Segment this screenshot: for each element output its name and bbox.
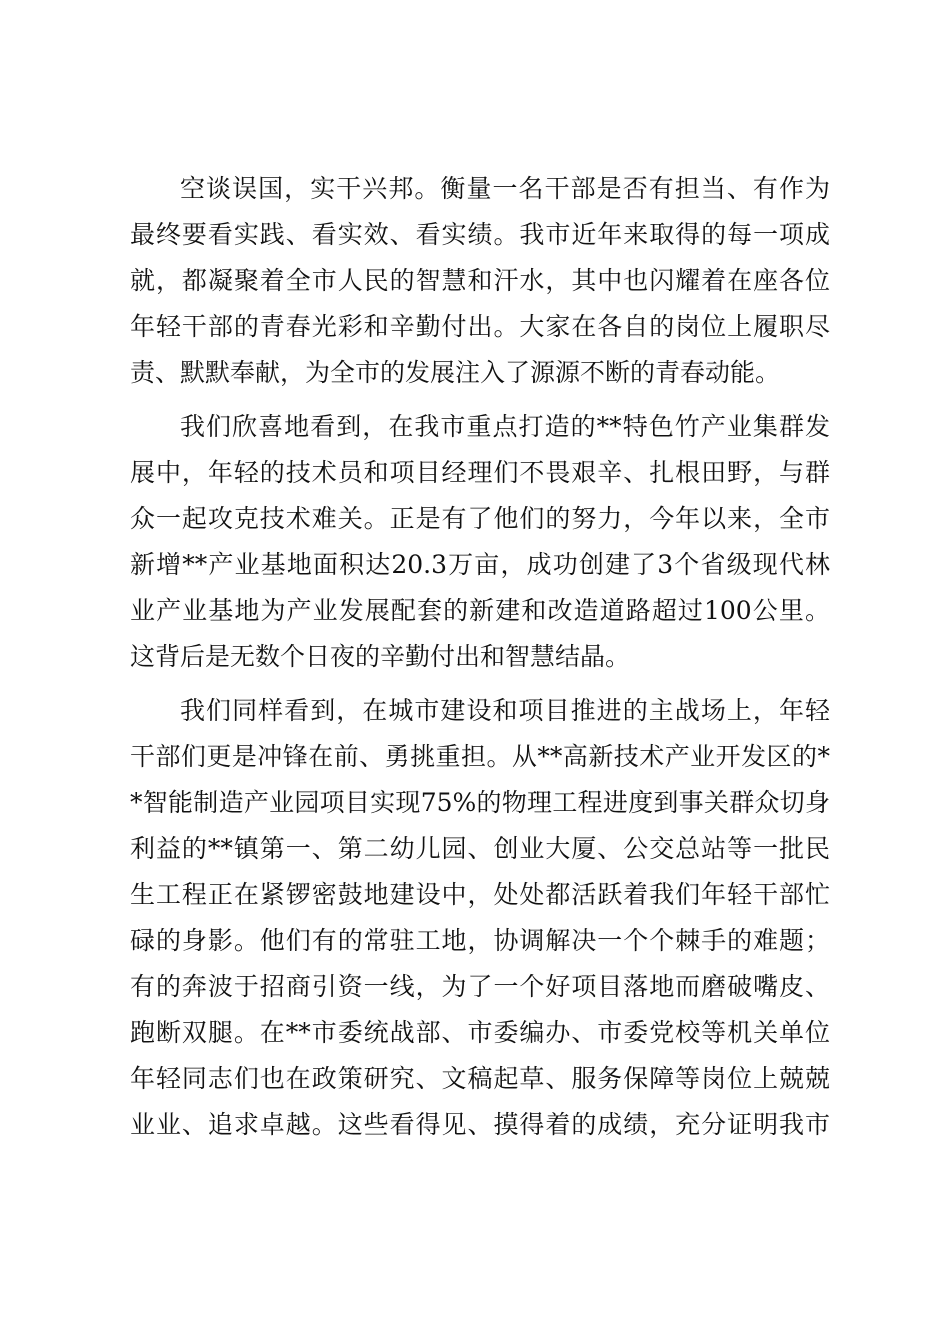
text-line: *智能制造产业园项目实现75%的物理工程进度到事关群众切身	[130, 788, 830, 817]
text-line: 我们同样看到，在城市建设和项目推进的主战场上，年轻	[180, 696, 830, 725]
text-line: 众一起攻克技术难关。正是有了他们的努力，今年以来，全市	[130, 504, 830, 533]
document-body	[130, 166, 830, 1156]
text-line: 新增**产业基地面积达20.3万亩，成功创建了3个省级现代林	[130, 550, 830, 579]
text-line: 业业、追求卓越。这些看得见、摸得着的成绩，充分证明我市	[130, 1110, 830, 1139]
text-line: 年轻干部的青春光彩和辛勤付出。大家在各自的岗位上履职尽	[130, 312, 830, 341]
text-line: 生工程正在紧锣密鼓地建设中，处处都活跃着我们年轻干部忙	[130, 880, 830, 909]
text-line: 干部们更是冲锋在前、勇挑重担。从**高新技术产业开发区的*	[130, 742, 830, 771]
paragraph-2	[130, 404, 830, 680]
text-line: 这背后是无数个日夜的辛勤付出和智慧结晶。	[130, 642, 631, 671]
text-line: 利益的**镇第一、第二幼儿园、创业大厦、公交总站等一批民	[130, 834, 830, 863]
text-line: 最终要看实践、看实效、看实绩。我市近年来取得的每一项成	[130, 220, 830, 249]
text-line: 我们欣喜地看到，在我市重点打造的**特色竹产业集群发	[180, 412, 830, 441]
text-line: 就，都凝聚着全市人民的智慧和汗水，其中也闪耀着在座各位	[130, 266, 830, 295]
text-line: 有的奔波于招商引资一线，为了一个好项目落地而磨破嘴皮、	[130, 972, 830, 1001]
text-line: 展中，年轻的技术员和项目经理们不畏艰辛、扎根田野，与群	[130, 458, 830, 487]
text-line: 业产业基地为产业发展配套的新建和改造道路超过100公里。	[130, 596, 830, 625]
text-line: 年轻同志们也在政策研究、文稿起草、服务保障等岗位上兢兢	[130, 1064, 830, 1093]
text-line: 碌的身影。他们有的常驻工地，协调解决一个个棘手的难题；	[130, 926, 830, 955]
paragraph-3	[130, 688, 830, 1148]
paragraph-1	[130, 166, 830, 396]
text-line: 空谈误国，实干兴邦。衡量一名干部是否有担当、有作为	[180, 174, 830, 203]
text-line: 跑断双腿。在**市委统战部、市委编办、市委党校等机关单位	[130, 1018, 830, 1047]
text-line: 责、默默奉献，为全市的发展注入了源源不断的青春动能。	[130, 358, 781, 387]
